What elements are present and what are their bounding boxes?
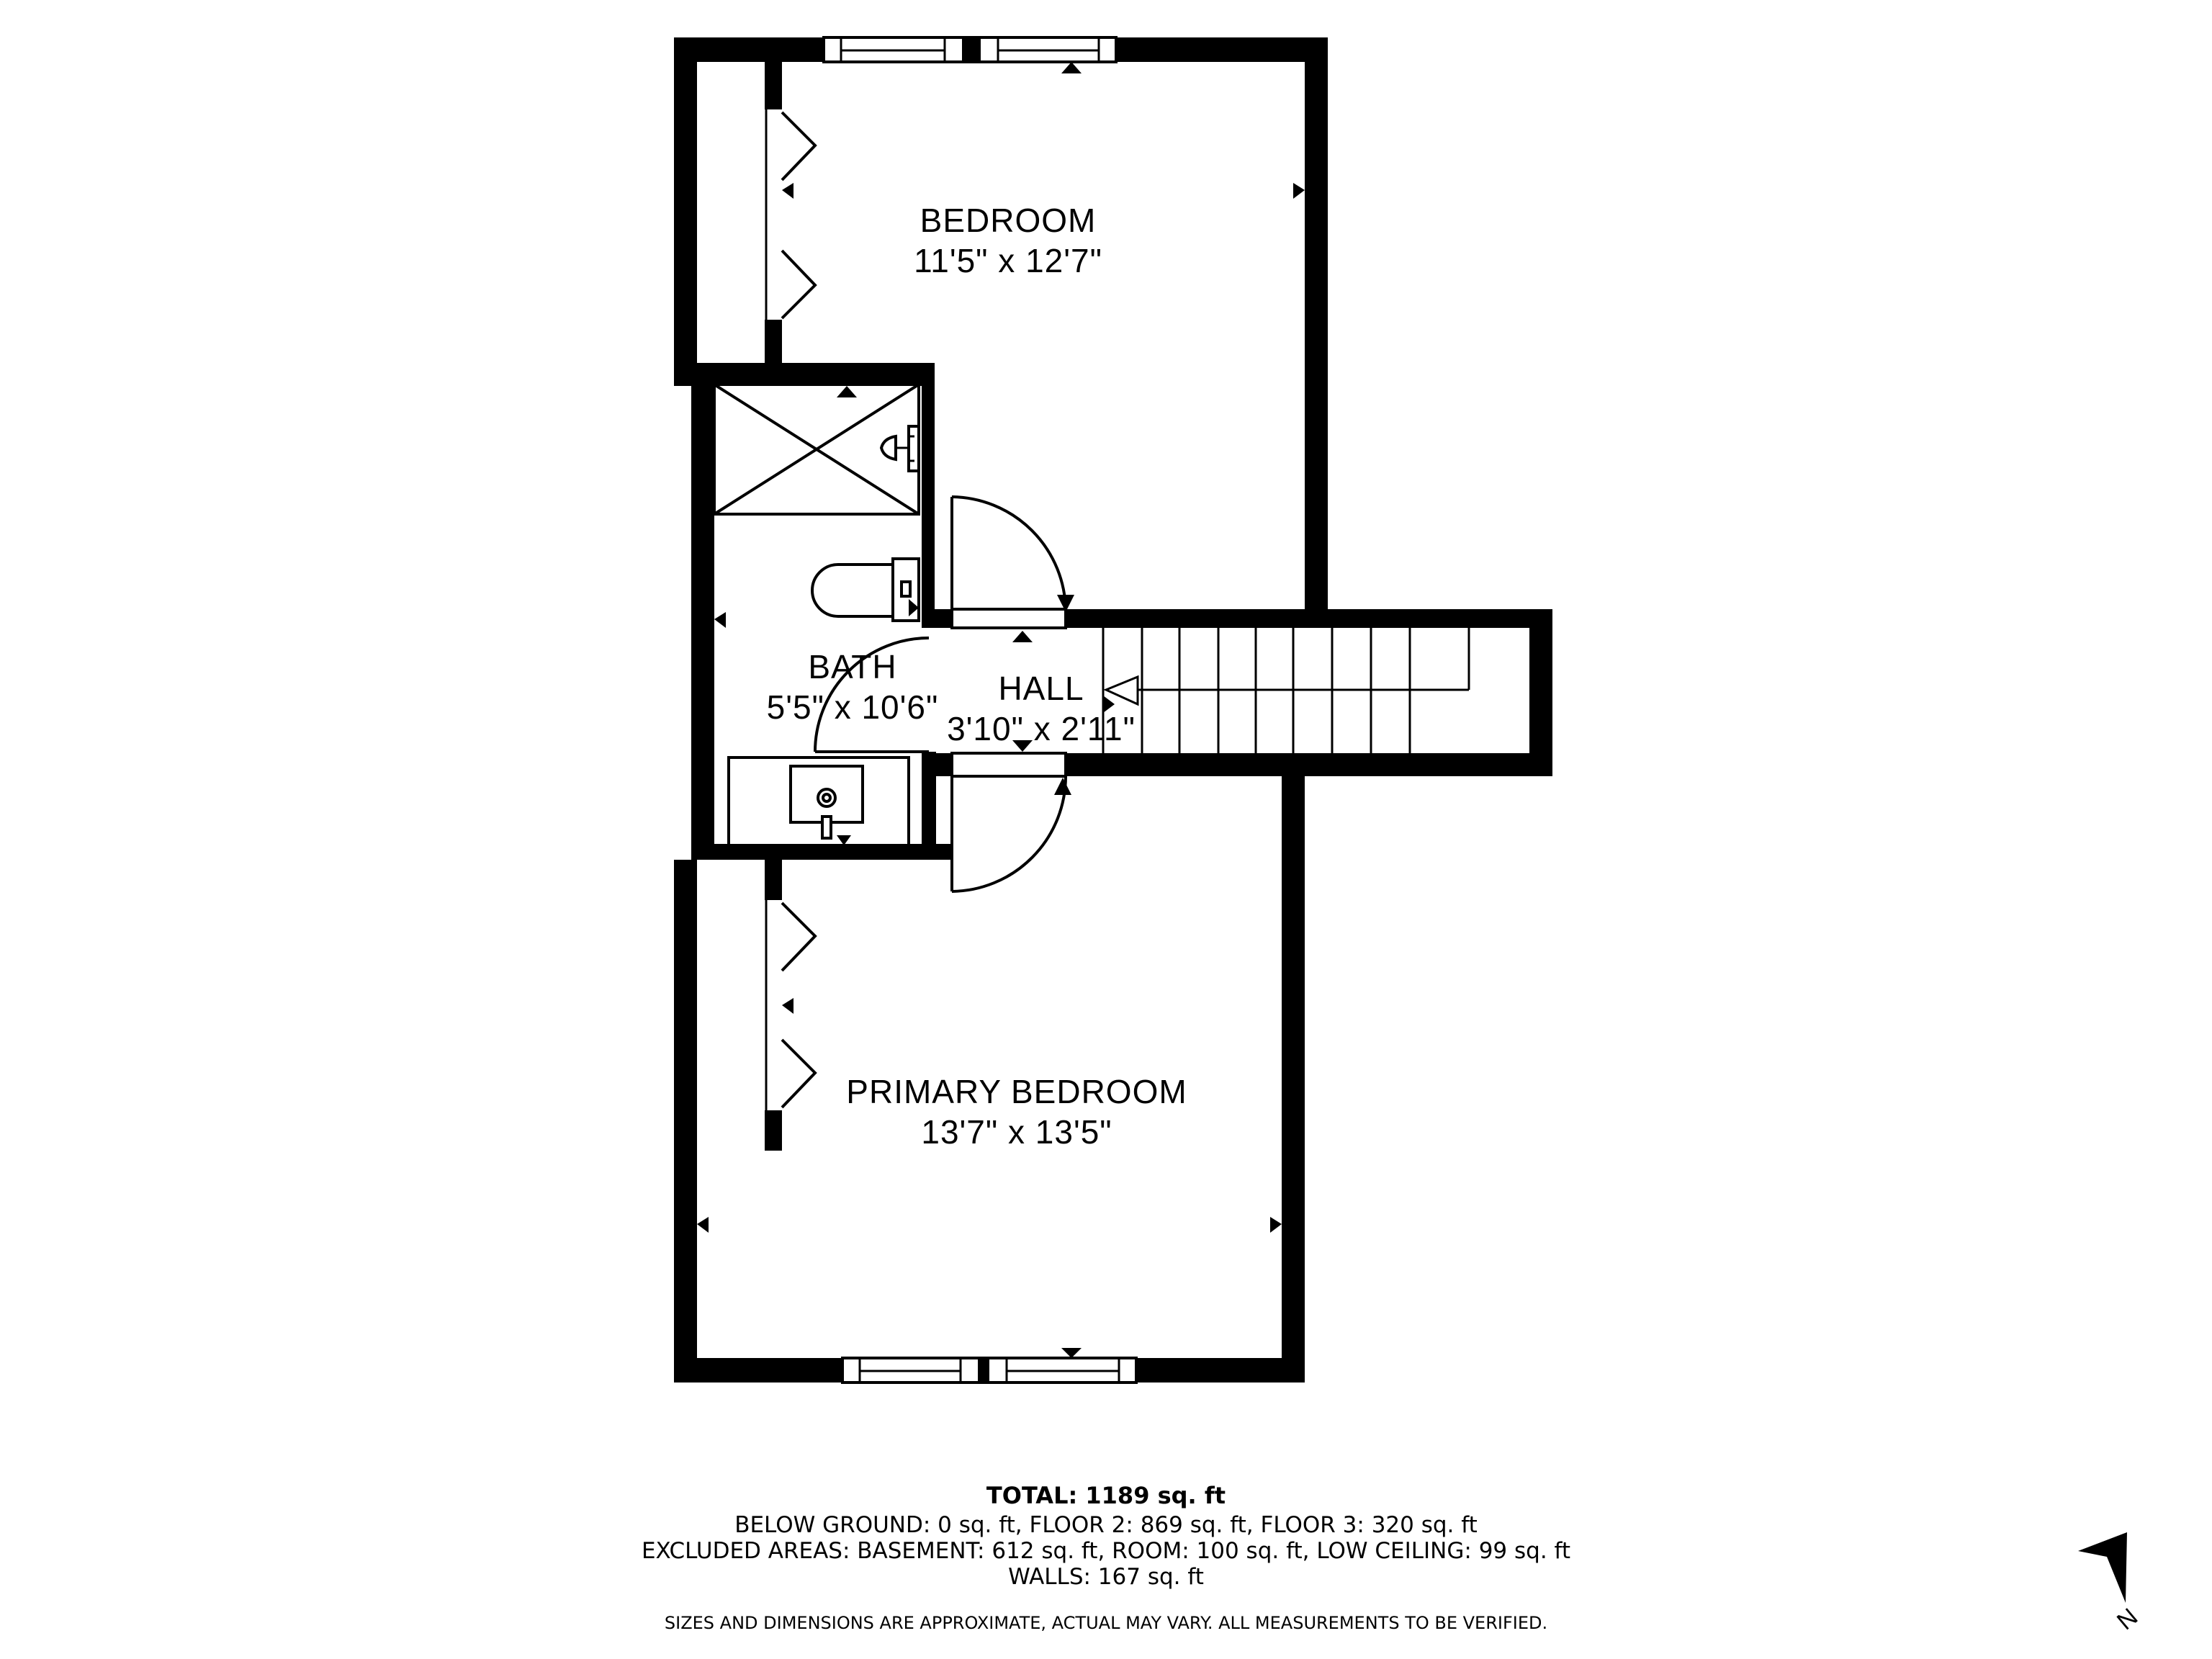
bedroom-left-marker (782, 183, 793, 199)
north-arrow-icon (2078, 1532, 2127, 1603)
bath-left-marker (714, 612, 726, 628)
top-window-marker (1061, 62, 1082, 73)
primary-left-marker (697, 1217, 709, 1233)
summary-floors: BELOW GROUND: 0 sq. ft, FLOOR 2: 869 sq. ft, FLOOR 3: 320 sq. ft (734, 1512, 1478, 1538)
disclaimer-text: SIZES AND DIMENSIONS ARE APPROXIMATE, ACTUAL MAY VARY. ALL MEASUREMENTS TO BE VERIFIED. (664, 1613, 1548, 1633)
north-label: N (2112, 1603, 2144, 1636)
primary-bedroom-dimensions: 13'7" x 13'5" (921, 1113, 1112, 1151)
bedroom-right-marker (1293, 183, 1305, 199)
bottom-window-marker (1061, 1348, 1082, 1358)
summary-excluded: EXCLUDED AREAS: BASEMENT: 612 sq. ft, ROOM: 100 sq. ft, LOW CEILING: 99 sq. ft (641, 1538, 1571, 1564)
north-arrow (2078, 1532, 2143, 1635)
room-labels (767, 202, 1187, 1151)
bedroom-label: BEDROOM (920, 202, 1097, 239)
primary-right-marker (1270, 1217, 1282, 1233)
primary-closet-marker (782, 998, 793, 1014)
bottom-window (842, 1358, 1136, 1382)
bedroom-door (952, 497, 1074, 628)
bedroom-closet (766, 109, 815, 320)
bath-dimensions: 5'5" x 10'6" (766, 688, 939, 726)
hall-dimensions: 3'10" x 2'11" (947, 710, 1136, 747)
bedroom-dimensions: 11'5" x 12'7" (914, 242, 1102, 279)
bath-label: BATH (808, 648, 897, 685)
sink-vanity-icon (729, 757, 909, 845)
primary-door-arrow (1054, 778, 1071, 795)
summary-total: TOTAL: 1189 sq. ft (986, 1482, 1226, 1509)
staircase (1103, 628, 1469, 753)
interior-walls (674, 62, 1552, 1151)
area-summary (642, 1482, 1570, 1633)
hall-label: HALL (998, 670, 1084, 707)
top-window (824, 37, 1116, 62)
hall-top-marker (1012, 631, 1033, 642)
stair-direction-arrowhead (1106, 677, 1138, 704)
primary-bedroom-door (952, 753, 1071, 891)
toilet-icon (812, 559, 919, 621)
primary-bedroom-label: PRIMARY BEDROOM (846, 1073, 1187, 1110)
summary-walls: WALLS: 167 sq. ft (1008, 1564, 1204, 1590)
